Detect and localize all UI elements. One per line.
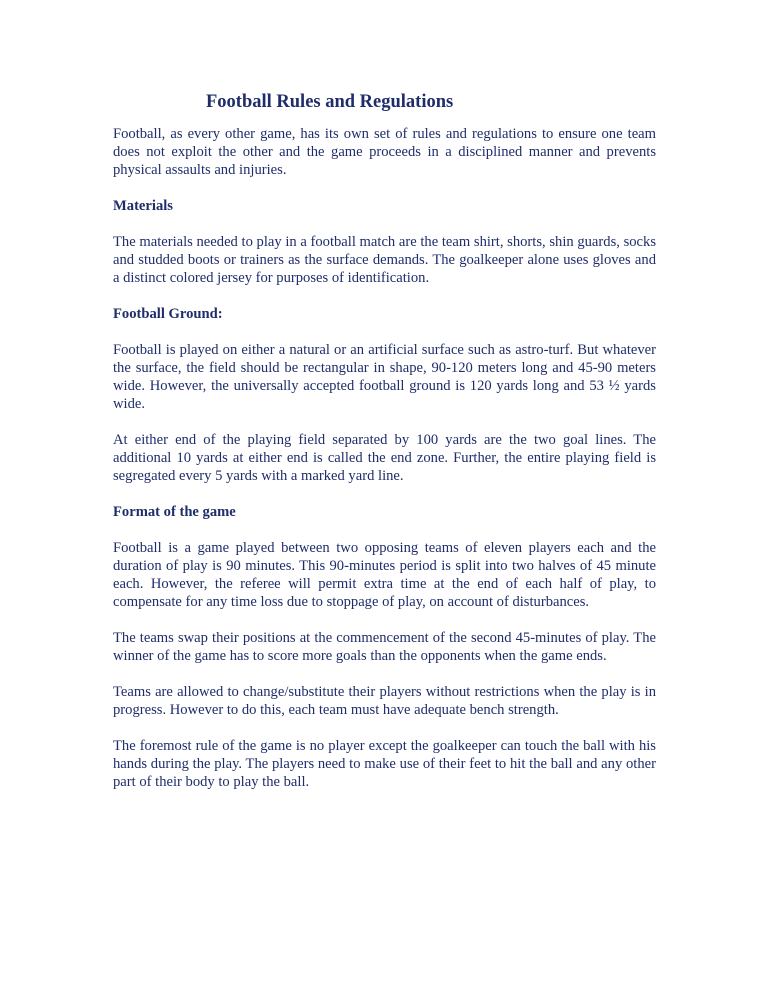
intro-paragraph: Football, as every other game, has its own set of rules and regulations to ensure one team does not exploit the other and the game proceeds in a disciplined manner and prevents physical assaults and injuries. — [113, 126, 656, 178]
section-heading-format: Format of the game — [113, 504, 236, 520]
format-paragraph-3: Teams are allowed to change/substitute their players without restrictions when the play is in progress. However to do this, each team must have adequate bench strength. — [113, 684, 656, 718]
ground-paragraph-2: At either end of the playing field separated by 100 yards are the two goal lines. The additional 10 yards at either end is called the end zone. Further, the entire playing field is segregated every 5 yards with a marked yard line. — [113, 432, 656, 484]
section-heading-football-ground: Football Ground: — [113, 306, 223, 322]
document-page — [113, 88, 656, 809]
materials-paragraph: The materials needed to play in a football match are the team shirt, shorts, shin guards, socks and studded boots or trainers as the surface demands. The goalkeeper alone uses gloves and a distinct colored jersey for purposes of identification. — [113, 234, 656, 286]
format-paragraph-1: Football is a game played between two opposing teams of eleven players each and the duration of play is 90 minutes. This 90-minutes period is split into two halves of 45 minute each. However, the referee will permit extra time at the end of each half of play, to compensate for any time loss due to stoppage of play, on account of disturbances. — [113, 540, 656, 610]
page-title: Football Rules and Regulations — [206, 92, 454, 112]
format-paragraph-4: The foremost rule of the game is no player except the goalkeeper can touch the ball with his hands during the play. The players need to make use of their feet to hit the ball and any other part of their body to play the ball. — [113, 738, 656, 790]
format-paragraph-2: The teams swap their positions at the commencement of the second 45-minutes of play. The winner of the game has to score more goals than the opponents when the game ends. — [113, 630, 656, 664]
ground-paragraph-1: Football is played on either a natural or an artificial surface such as astro-turf. But whatever the surface, the field should be rectangular in shape, 90-120 meters long and 45-90 meters wide. However, the universally accepted football ground is 120 yards long and 53 ½ yards wide. — [113, 342, 656, 412]
section-heading-materials: Materials — [113, 198, 173, 214]
